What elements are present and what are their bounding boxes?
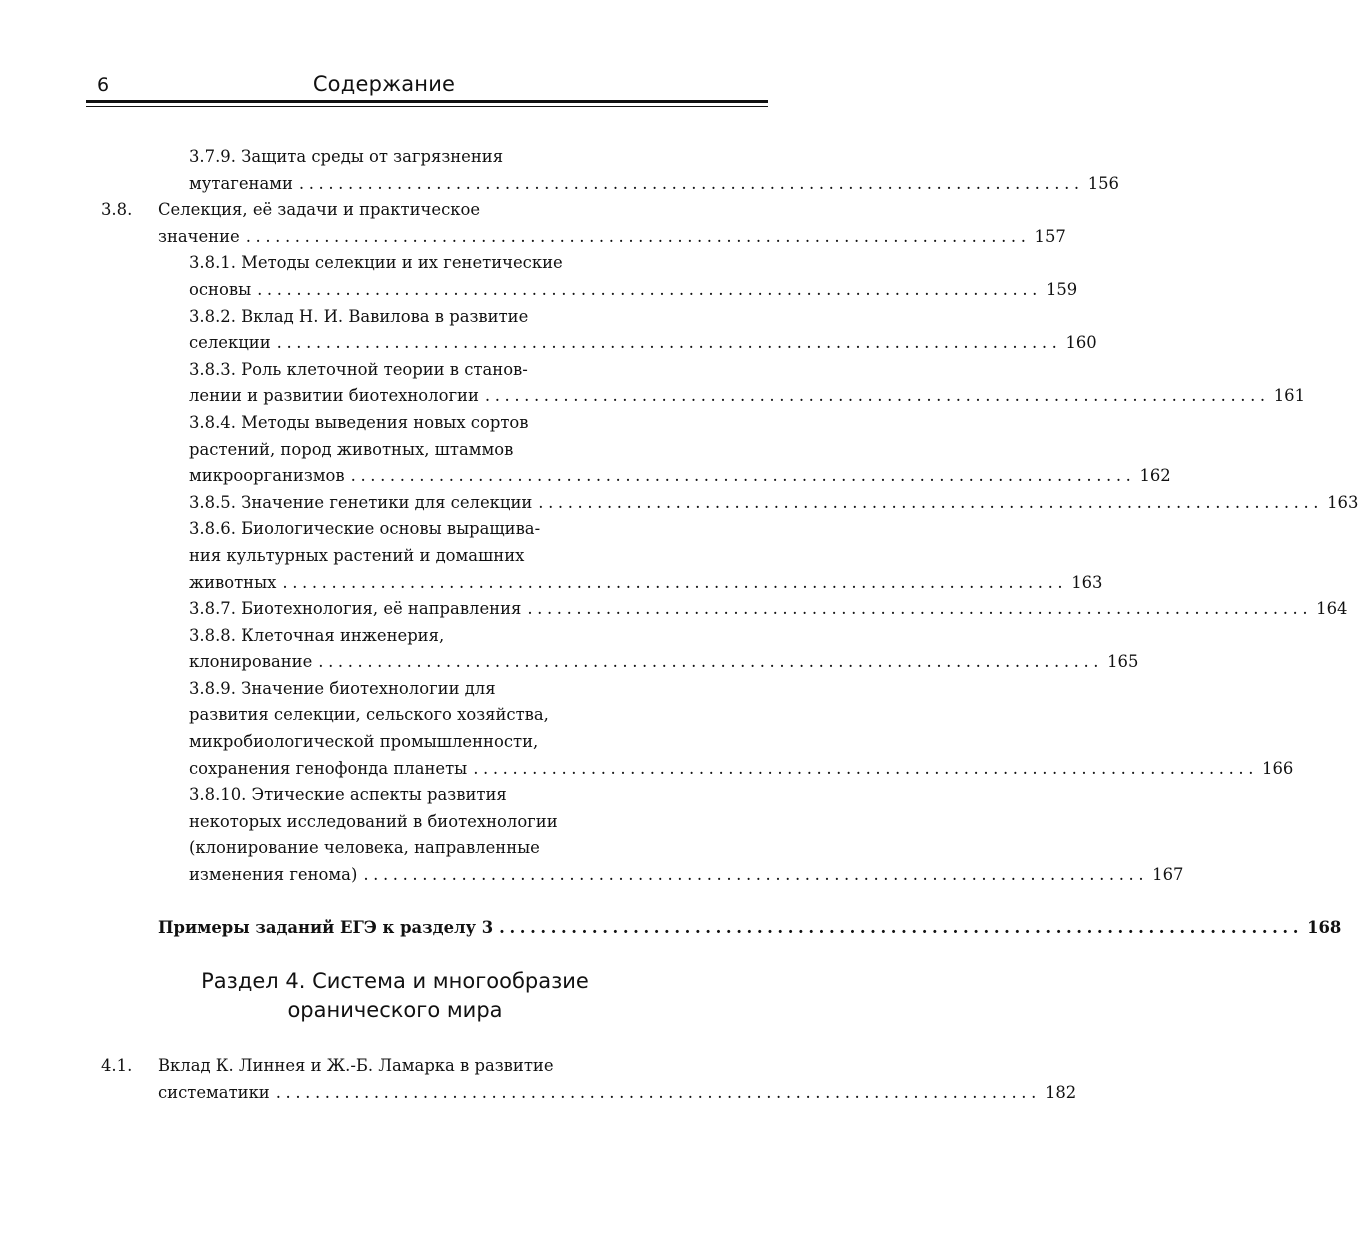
dot-leader: ................................................................................: [350, 466, 1136, 486]
toc-page-number: 159: [1045, 279, 1078, 299]
toc-entry-3-8[interactable]: [0, 197, 1066, 250]
table-of-contents: [0, 144, 1358, 1106]
toc-entry-line: 3.8.6. Биологические основы выращива-: [189, 519, 541, 539]
toc-entry-number: 3.8.: [101, 200, 133, 220]
toc-entry-line: 3.8.2. Вклад Н. И. Вавилова в развитие: [189, 306, 529, 326]
toc-entry-title: систематики: [158, 1082, 270, 1102]
toc-entry-4-1[interactable]: [0, 1053, 1077, 1106]
dot-leader: ................................................................................: [473, 758, 1259, 778]
toc-entry-line: 3.8.10. Этические аспекты развития: [189, 785, 507, 805]
toc-entry-line: 3.8.3. Роль клеточной теории в станов-: [189, 359, 528, 379]
toc-entry-title: селекции: [189, 333, 271, 353]
dot-leader: ................................................................................: [245, 226, 1031, 246]
toc-entry-3-8-2[interactable]: [0, 304, 1097, 357]
toc-entry-line: (клонирование человека, направленные: [189, 838, 540, 858]
dot-leader: ................................................................................: [538, 492, 1324, 512]
toc-entry-line: некоторых исследований в биотехнологии: [189, 811, 558, 831]
toc-entry-exam-examples[interactable]: [0, 915, 1342, 942]
toc-entry-title: лении и развитии биотехнологии: [189, 386, 479, 406]
page-title: Содержание: [312, 72, 456, 96]
dot-leader: ................................................................................: [484, 386, 1270, 406]
toc-entry-line: 3.8.1. Методы селекции и их генетические: [189, 253, 563, 273]
toc-page-number: 163: [1327, 492, 1358, 512]
toc-entry-title: Примеры заданий ЕГЭ к разделу 3: [158, 917, 494, 937]
toc-entry-line: Селекция, её задачи и практическое: [158, 200, 481, 220]
toc-entry-3-7-9[interactable]: [0, 144, 1119, 197]
toc-entry-title: сохранения генофонда планеты: [189, 758, 468, 778]
toc-entry-title: 3.8.5. Значение генетики для селекции: [189, 492, 533, 512]
toc-entry-line: микробиологической промышленности,: [189, 732, 539, 752]
dot-leader: ................................................................................: [282, 572, 1068, 592]
toc-page-number: 162: [1139, 466, 1171, 486]
toc-entry-title: животных: [189, 572, 277, 592]
dot-leader: ..............................................................................: [275, 1082, 1041, 1102]
section-heading-line-2: оранического мира: [287, 998, 503, 1023]
dot-leader: ................................................................................: [527, 599, 1313, 619]
page-number: 6: [97, 74, 110, 96]
toc-page-number: 163: [1071, 572, 1103, 592]
toc-entry-title: микроорганизмов: [189, 466, 345, 486]
toc-page-number: 182: [1044, 1082, 1077, 1102]
toc-entry-3-8-5[interactable]: [0, 490, 1358, 517]
toc-entry-line: Вклад К. Линнея и Ж.-Б. Ламарка в развитие: [158, 1056, 554, 1076]
toc-page-number: 165: [1107, 652, 1139, 672]
toc-entry-3-8-6[interactable]: [0, 516, 1103, 596]
header-rule-thick: [86, 100, 768, 103]
toc-entry-3-8-10[interactable]: [0, 782, 1184, 888]
toc-entry-3-8-8[interactable]: [0, 623, 1139, 676]
toc-entry-3-8-4[interactable]: [0, 410, 1171, 490]
dot-leader: ................................................................................: [276, 333, 1062, 353]
toc-entry-title: значение: [158, 226, 240, 246]
dot-leader: ................................................................................: [318, 652, 1104, 672]
section-heading-line-1: Раздел 4. Система и многообразие: [201, 969, 589, 994]
toc-entry-title: 3.8.7. Биотехнология, её направления: [189, 599, 522, 619]
toc-entry-3-8-9[interactable]: [0, 676, 1294, 782]
toc-page-number: 160: [1065, 333, 1097, 353]
dot-leader: ................................................................................: [363, 865, 1149, 885]
toc-entry-line: ния культурных растений и домашних: [189, 545, 525, 565]
toc-entry-line: 3.8.9. Значение биотехнологии для: [189, 678, 496, 698]
dot-leader: ................................................................................: [298, 173, 1084, 193]
toc-page-number: 161: [1273, 386, 1306, 406]
dot-leader: ..............................................................................: [499, 917, 1304, 937]
toc-entry-title: мутагенами: [189, 173, 293, 193]
toc-entry-title: основы: [189, 279, 252, 299]
toc-entry-line: 3.8.8. Клеточная инженерия,: [189, 625, 445, 645]
toc-entry-line: 3.7.9. Защита среды от загрязнения: [189, 147, 504, 166]
dot-leader: ................................................................................: [257, 279, 1042, 299]
toc-page-number: 156: [1087, 173, 1119, 193]
toc-page-number: 168: [1307, 917, 1342, 937]
section-heading: [0, 967, 768, 1025]
toc-entry-number: 4.1.: [101, 1056, 133, 1076]
toc-page-number: 167: [1152, 865, 1184, 885]
toc-page-number: 157: [1034, 226, 1066, 246]
toc-page-number: 164: [1316, 599, 1348, 619]
toc-entry-3-8-1[interactable]: [0, 250, 1078, 303]
toc-entry-3-8-7[interactable]: [0, 596, 1348, 623]
toc-entries-section-3: [0, 144, 1358, 889]
toc-entry-title: изменения генома): [189, 865, 358, 885]
toc-entry-line: 3.8.4. Методы выведения новых сортов: [189, 412, 529, 432]
toc-entry-line: растений, пород животных, штаммов: [189, 439, 514, 459]
toc-entry-line: развития селекции, сельского хозяйства,: [189, 705, 549, 725]
toc-entry-title: клонирование: [189, 652, 313, 672]
toc-page-number: 166: [1262, 758, 1294, 778]
toc-entry-3-8-3[interactable]: [0, 357, 1306, 410]
header-rule-thin: [86, 106, 768, 107]
